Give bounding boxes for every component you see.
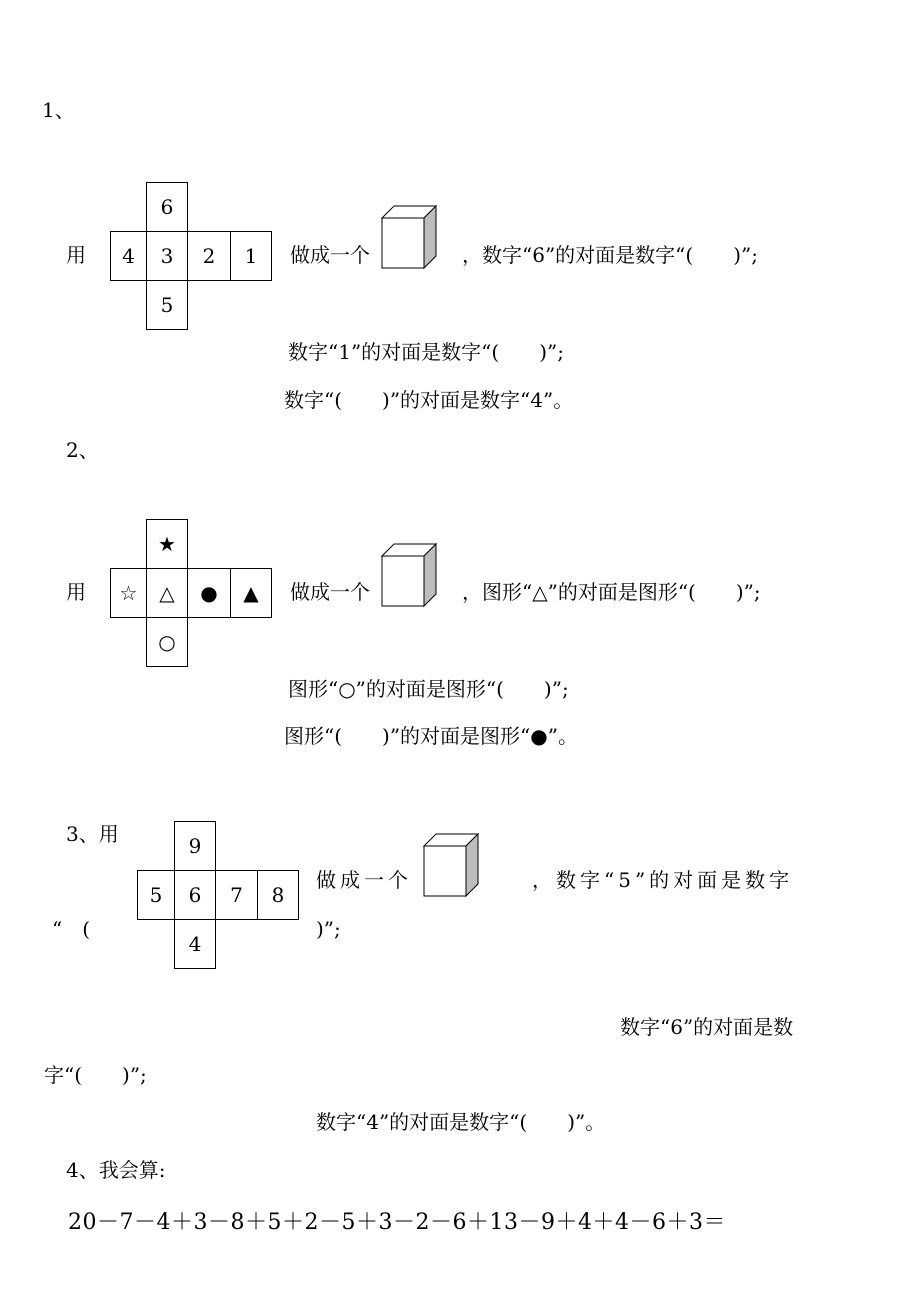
- question-2-line-3: 图形“( )”的对面是图形“●”。: [284, 724, 578, 748]
- question-3-number: 3、用: [66, 822, 119, 846]
- net-cell-row-2: △: [146, 568, 188, 618]
- cube-icon-1: [380, 204, 442, 270]
- net-cell-bottom: 4: [174, 919, 216, 969]
- question-3-line-3: 数字“4”的对面是数字“( )”。: [316, 1110, 606, 1134]
- arithmetic-expression: 20－7－4＋3－8＋5＋2－5＋3－2－6＋13－9＋4＋4－6＋3＝: [68, 1210, 726, 1235]
- net-cell-bottom: 5: [146, 280, 188, 330]
- net-cell-row-1: ☆: [110, 568, 147, 618]
- cube-net-2: [110, 519, 272, 667]
- question-1-prefix: 用: [66, 243, 86, 267]
- net-cell-row-4: ▲: [230, 568, 272, 618]
- net-cell-row-1: 5: [137, 870, 175, 920]
- question-3-line-2-cont: 字“( )”;: [44, 1063, 147, 1087]
- question-2-line-2: 图形“○”的对面是图形“( )”;: [288, 677, 569, 701]
- question-3-line-2: 数字“6”的对面是数: [620, 1015, 794, 1039]
- net-cell-row-2: 6: [174, 870, 216, 920]
- net-cell-top: 9: [174, 821, 216, 871]
- question-3-line-1: ，数字“5”的对面是数字: [532, 868, 794, 892]
- question-1-line-1: ，数字“6”的对面是数字“( )”;: [462, 243, 758, 267]
- cube-icon-2: [380, 542, 442, 608]
- cube-net-3: [137, 821, 299, 969]
- net-cell-top: ★: [146, 519, 188, 569]
- question-1-number: 1、: [42, 98, 75, 122]
- net-cell-bottom: ○: [146, 617, 188, 667]
- question-2-prefix: 用: [66, 580, 86, 604]
- net-cell-row-3: ●: [187, 568, 231, 618]
- question-2-line-1: ，图形“△”的对面是图形“( )”;: [462, 580, 761, 604]
- net-cell-row-3: 2: [187, 231, 231, 281]
- cube-icon-3: [422, 832, 484, 898]
- cube-net-1: [110, 182, 272, 330]
- question-3-line-1-cont-a: “ (: [52, 917, 91, 941]
- net-cell-row-4: 8: [257, 870, 299, 920]
- question-1-line-2: 数字“1”的对面是数字“( )”;: [288, 340, 564, 364]
- question-3-make: 做成一个: [316, 868, 412, 892]
- question-1-line-3: 数字“( )”的对面是数字“4”。: [284, 388, 574, 412]
- net-cell-row-2: 3: [146, 231, 188, 281]
- question-4-title: 4、我会算:: [66, 1158, 166, 1182]
- net-cell-top: 6: [146, 182, 188, 232]
- question-2-number: 2、: [66, 438, 99, 462]
- net-cell-row-4: 1: [230, 231, 272, 281]
- question-3-line-1-cont-b: )”;: [316, 917, 341, 941]
- question-1-make: 做成一个: [290, 243, 370, 267]
- net-cell-row-1: 4: [110, 231, 147, 281]
- net-cell-row-3: 7: [215, 870, 258, 920]
- question-2-make: 做成一个: [290, 580, 370, 604]
